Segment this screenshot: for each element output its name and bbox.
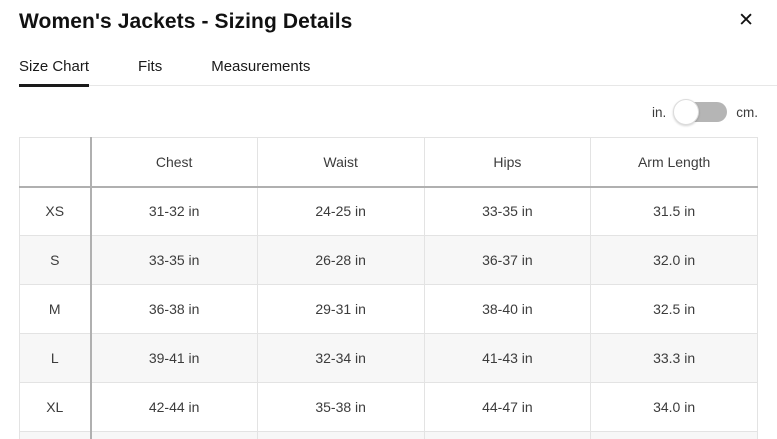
value-cell: 34.0 in — [591, 383, 758, 432]
header-cell-hips: Hips — [424, 138, 591, 187]
value-cell: 44-47 in — [424, 383, 591, 432]
table-row — [20, 383, 758, 432]
table-row — [20, 334, 758, 383]
value-cell: 41-43 in — [424, 334, 591, 383]
size-cell: M — [20, 285, 91, 334]
value-cell — [424, 432, 591, 439]
unit-label-centimeters: cm. — [736, 104, 758, 120]
value-cell: 29-31 in — [257, 285, 424, 334]
modal-header — [19, 9, 758, 37]
value-cell: 42-44 in — [91, 383, 258, 432]
value-cell: 32.0 in — [591, 236, 758, 285]
size-cell: XS — [20, 187, 91, 236]
header-cell-waist: Waist — [257, 138, 424, 187]
value-cell: 31.5 in — [591, 187, 758, 236]
table-header-row — [20, 138, 758, 187]
table-row — [20, 236, 758, 285]
unit-toggle-row — [19, 99, 758, 125]
tab-size-chart[interactable]: Size Chart — [19, 58, 89, 87]
value-cell: 36-38 in — [91, 285, 258, 334]
size-cell — [20, 432, 91, 439]
value-cell: 31-32 in — [91, 187, 258, 236]
value-cell: 38-40 in — [424, 285, 591, 334]
header-cell-size — [20, 138, 91, 187]
page-title: Women's Jackets - Sizing Details — [19, 10, 353, 33]
table-row-partial — [20, 432, 758, 439]
close-button[interactable] — [734, 9, 758, 32]
close-icon: ✕ — [738, 10, 754, 31]
value-cell: 33.3 in — [591, 334, 758, 383]
unit-toggle-switch[interactable] — [675, 102, 727, 122]
value-cell — [591, 432, 758, 439]
tab-fits[interactable]: Fits — [138, 58, 163, 75]
value-cell — [91, 432, 258, 439]
value-cell: 39-41 in — [91, 334, 258, 383]
size-chart-table — [19, 137, 758, 439]
unit-label-inches: in. — [651, 104, 667, 120]
value-cell: 26-28 in — [257, 236, 424, 285]
size-cell: L — [20, 334, 91, 383]
table-row — [20, 285, 758, 334]
value-cell: 33-35 in — [91, 236, 258, 285]
size-cell: S — [20, 236, 91, 285]
header-cell-chest: Chest — [91, 138, 258, 187]
value-cell: 33-35 in — [424, 187, 591, 236]
size-cell: XL — [20, 383, 91, 432]
value-cell: 35-38 in — [257, 383, 424, 432]
tab-bar — [19, 58, 777, 86]
table-row — [20, 187, 758, 236]
value-cell: 24-25 in — [257, 187, 424, 236]
value-cell: 32.5 in — [591, 285, 758, 334]
header-cell-arm-length: Arm Length — [591, 138, 758, 187]
tab-measurements[interactable]: Measurements — [211, 58, 311, 75]
value-cell: 32-34 in — [257, 334, 424, 383]
value-cell — [257, 432, 424, 439]
value-cell: 36-37 in — [424, 236, 591, 285]
toggle-knob[interactable] — [673, 99, 699, 125]
